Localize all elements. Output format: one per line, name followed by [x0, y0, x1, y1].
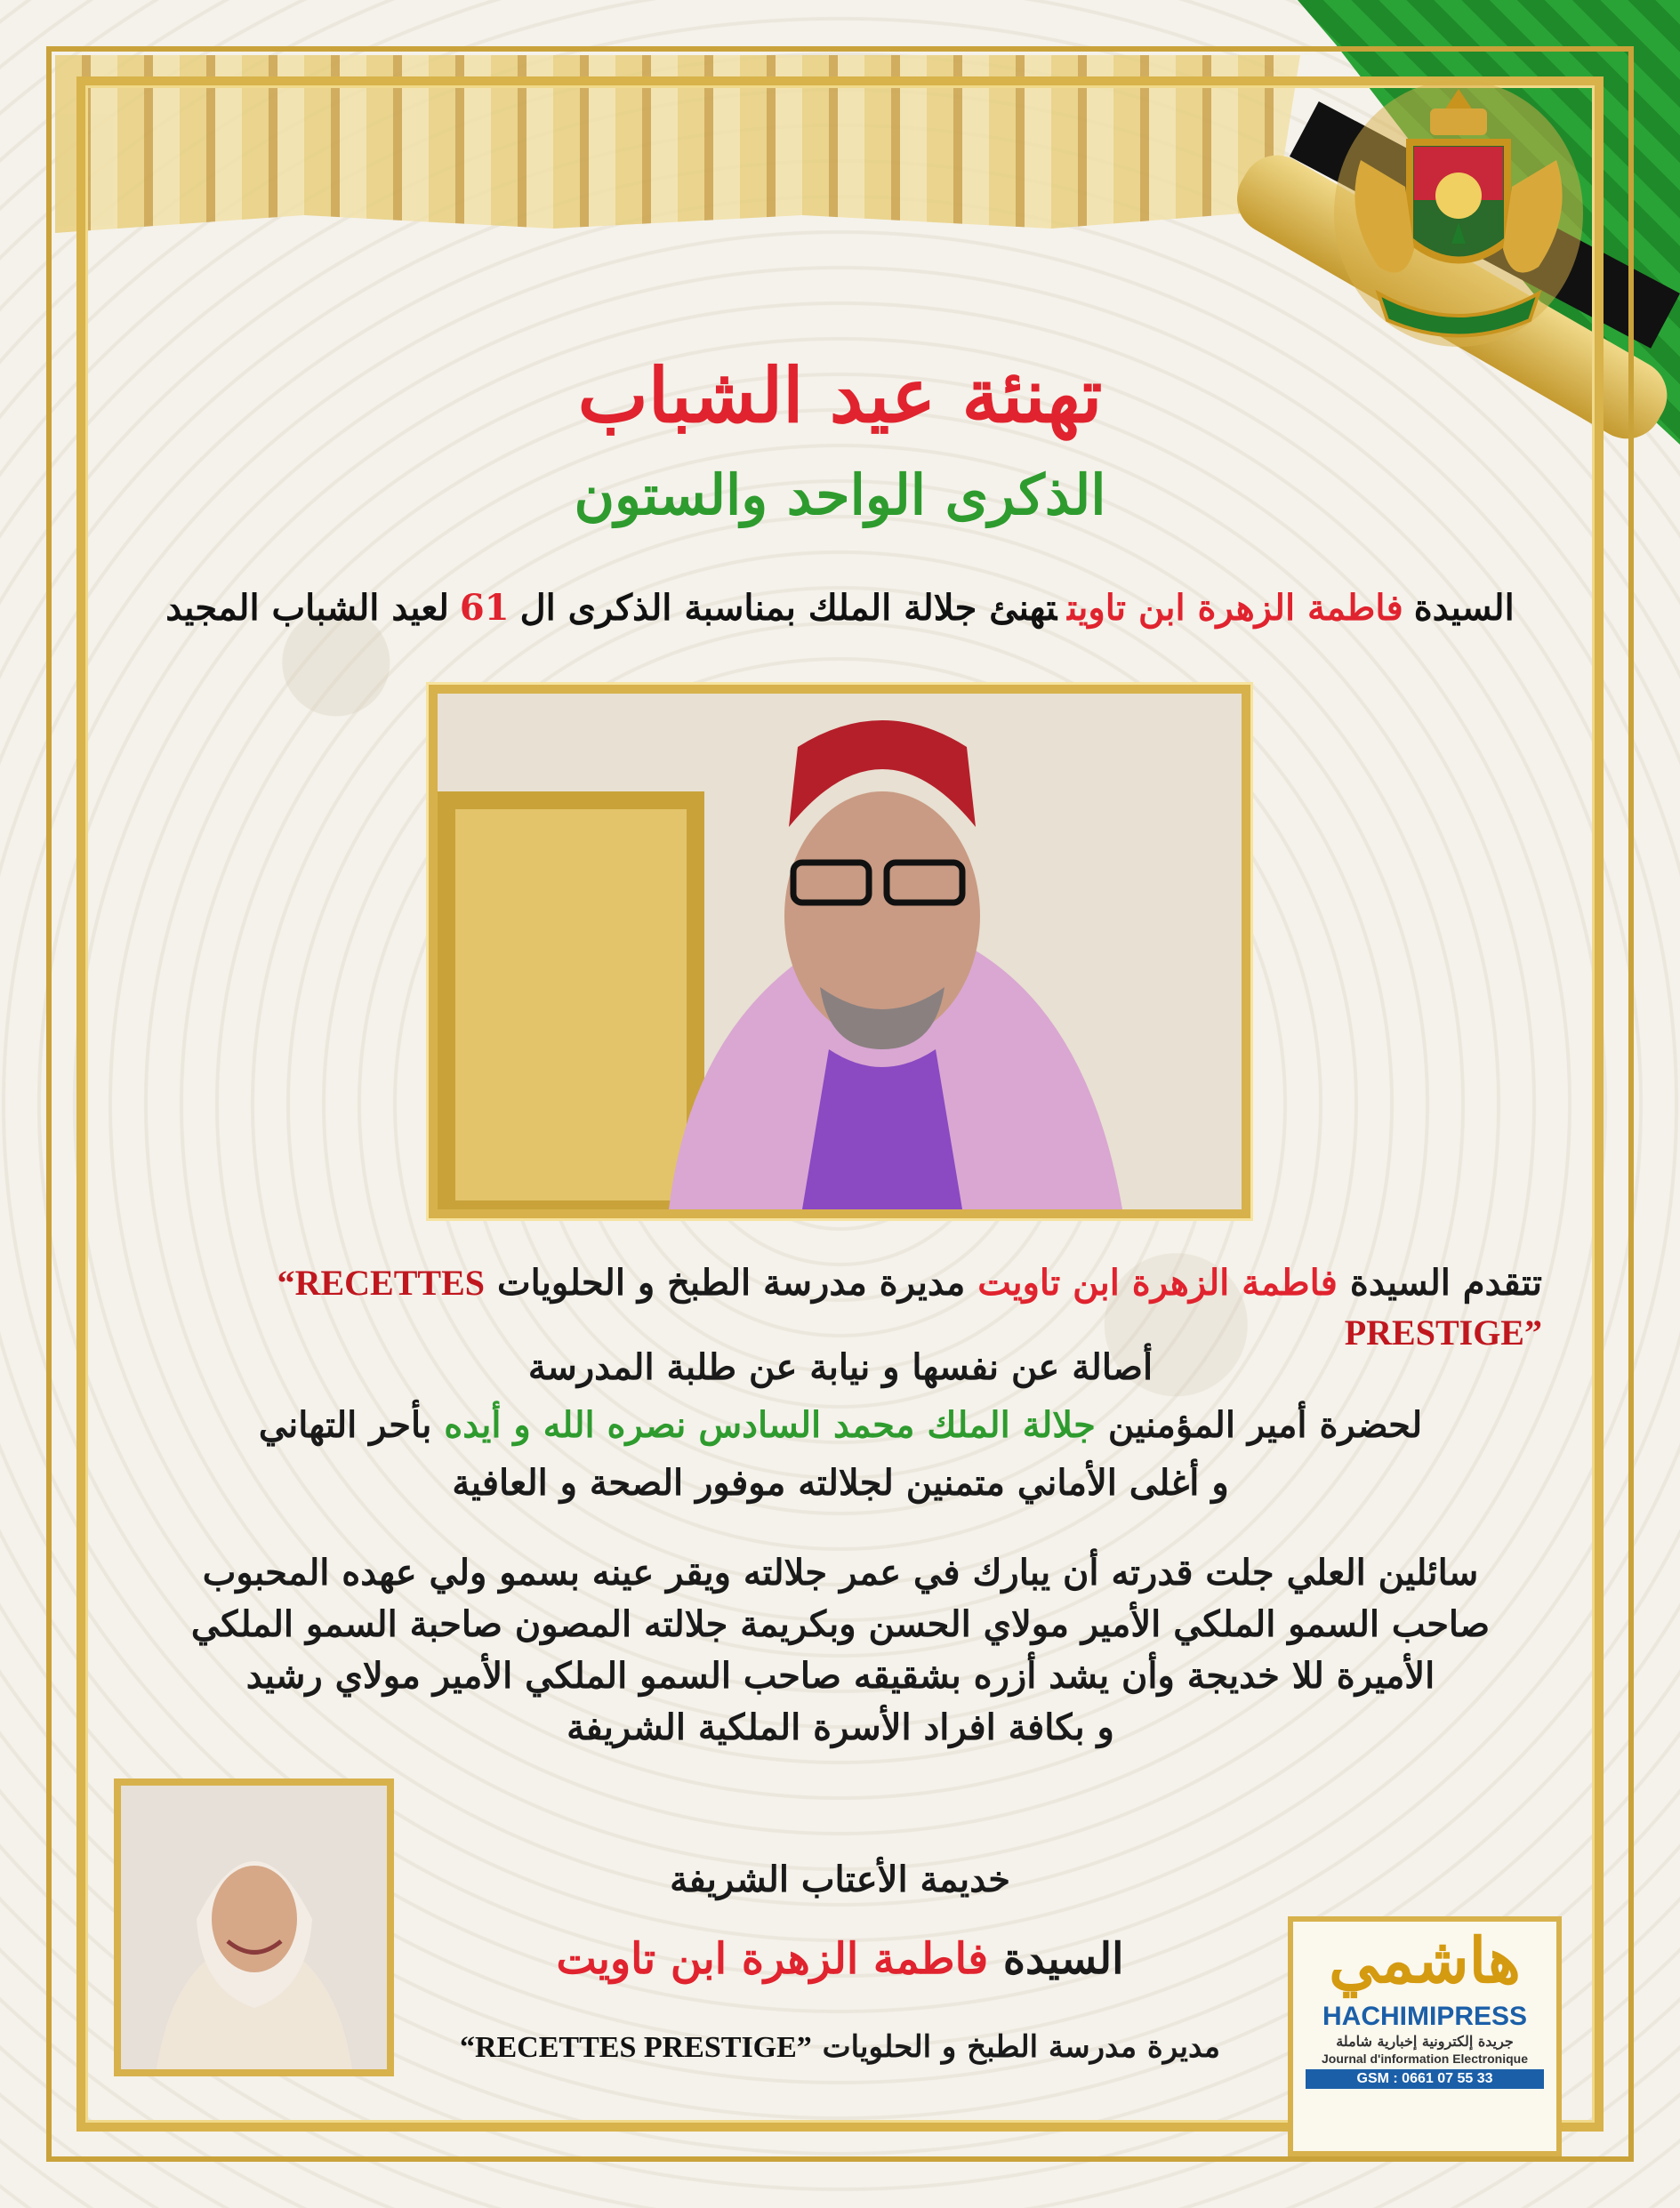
signature-servant: خديمة الأعتاب الشريفة: [670, 1859, 1010, 1900]
p3-suffix: بأحر التهاني: [258, 1404, 432, 1446]
line-suffix: لعيد الشباب المجيد: [165, 587, 449, 629]
logo-tagline-fr: Journal d'information Electronique: [1321, 2051, 1528, 2066]
p3-prefix: لحضرة أمير المؤمنين: [1107, 1404, 1423, 1446]
p3-king: جلالة الملك محمد السادس نصره الله و أيده: [444, 1404, 1096, 1446]
logo-name: HACHIMIPRESS: [1322, 2002, 1528, 2031]
line-name: فاطمة الزهرة ابن تاويت: [1067, 587, 1403, 629]
p1-prefix: تتقدم السيدة: [1349, 1262, 1542, 1304]
author-illustration: [121, 1786, 387, 2069]
portrait-illustration: [438, 694, 1242, 1209]
king-portrait: [429, 685, 1250, 1218]
hachimipress-logo: [1288, 1916, 1562, 2156]
signature-name: فاطمة الزهرة ابن تاويت: [556, 1934, 989, 1984]
signature-brand: “RECETTES PRESTIGE”: [459, 2031, 812, 2064]
p5-line: صاحب السمو الملكي الأمير مولاي الحسن وبكريمة جلالته المصون صاحبة السمو الملكي: [190, 1603, 1491, 1645]
coat-of-arms-icon: [1325, 53, 1592, 356]
logo-arabic: هاشمي: [1329, 1923, 1521, 1997]
paragraph-3: [107, 1401, 1574, 1450]
paragraph-2: أصالة عن نفسها و نيابة عن طلبة المدرسة: [527, 1346, 1153, 1388]
p5-line: الأميرة للا خديجة وأن يشد أزره بشقيقه صاحب السمو الملكي الأمير مولاي رشيد: [245, 1655, 1435, 1697]
p1-brand: “RECETTES PRESTIGE”: [277, 1263, 1542, 1353]
p5-line: سائلين العلي جلت قدرته أن يبارك في عمر جلالته ويقر عينه بسمو ولي عهده المحبوب: [202, 1552, 1479, 1594]
congratulation-line: [0, 587, 1680, 629]
logo-tagline-ar: جريدة إلكترونية إخبارية شاملة: [1336, 2033, 1514, 2050]
p5-line: و بكافة افراد الأسرة الملكية الشريفة: [567, 1706, 1114, 1748]
page-subtitle: الذكرى الواحد والستون: [574, 462, 1106, 527]
signature-prefix: السيدة: [1002, 1934, 1124, 1984]
logo-gsm: GSM : 0661 07 55 33: [1306, 2069, 1544, 2089]
line-number: 61: [459, 587, 510, 629]
line-mid: تهنئ جلالة الملك بمناسبة الذكرى ال: [519, 587, 1057, 629]
p1-name: فاطمة الزهرة ابن تاويت: [977, 1262, 1338, 1304]
line-prefix: السيدة: [1413, 587, 1515, 629]
page-title: تهنئة عيد الشباب: [577, 351, 1103, 439]
paragraph-4: و أغلى الأماني متمنين لجلالته موفور الصحة و العافية: [452, 1462, 1229, 1504]
signature-role: مديرة مدرسة الطبخ و الحلويات: [822, 2029, 1221, 2065]
paragraph-5: [107, 1547, 1574, 1754]
p1-role: مديرة مدرسة الطبخ و الحلويات: [496, 1262, 966, 1304]
